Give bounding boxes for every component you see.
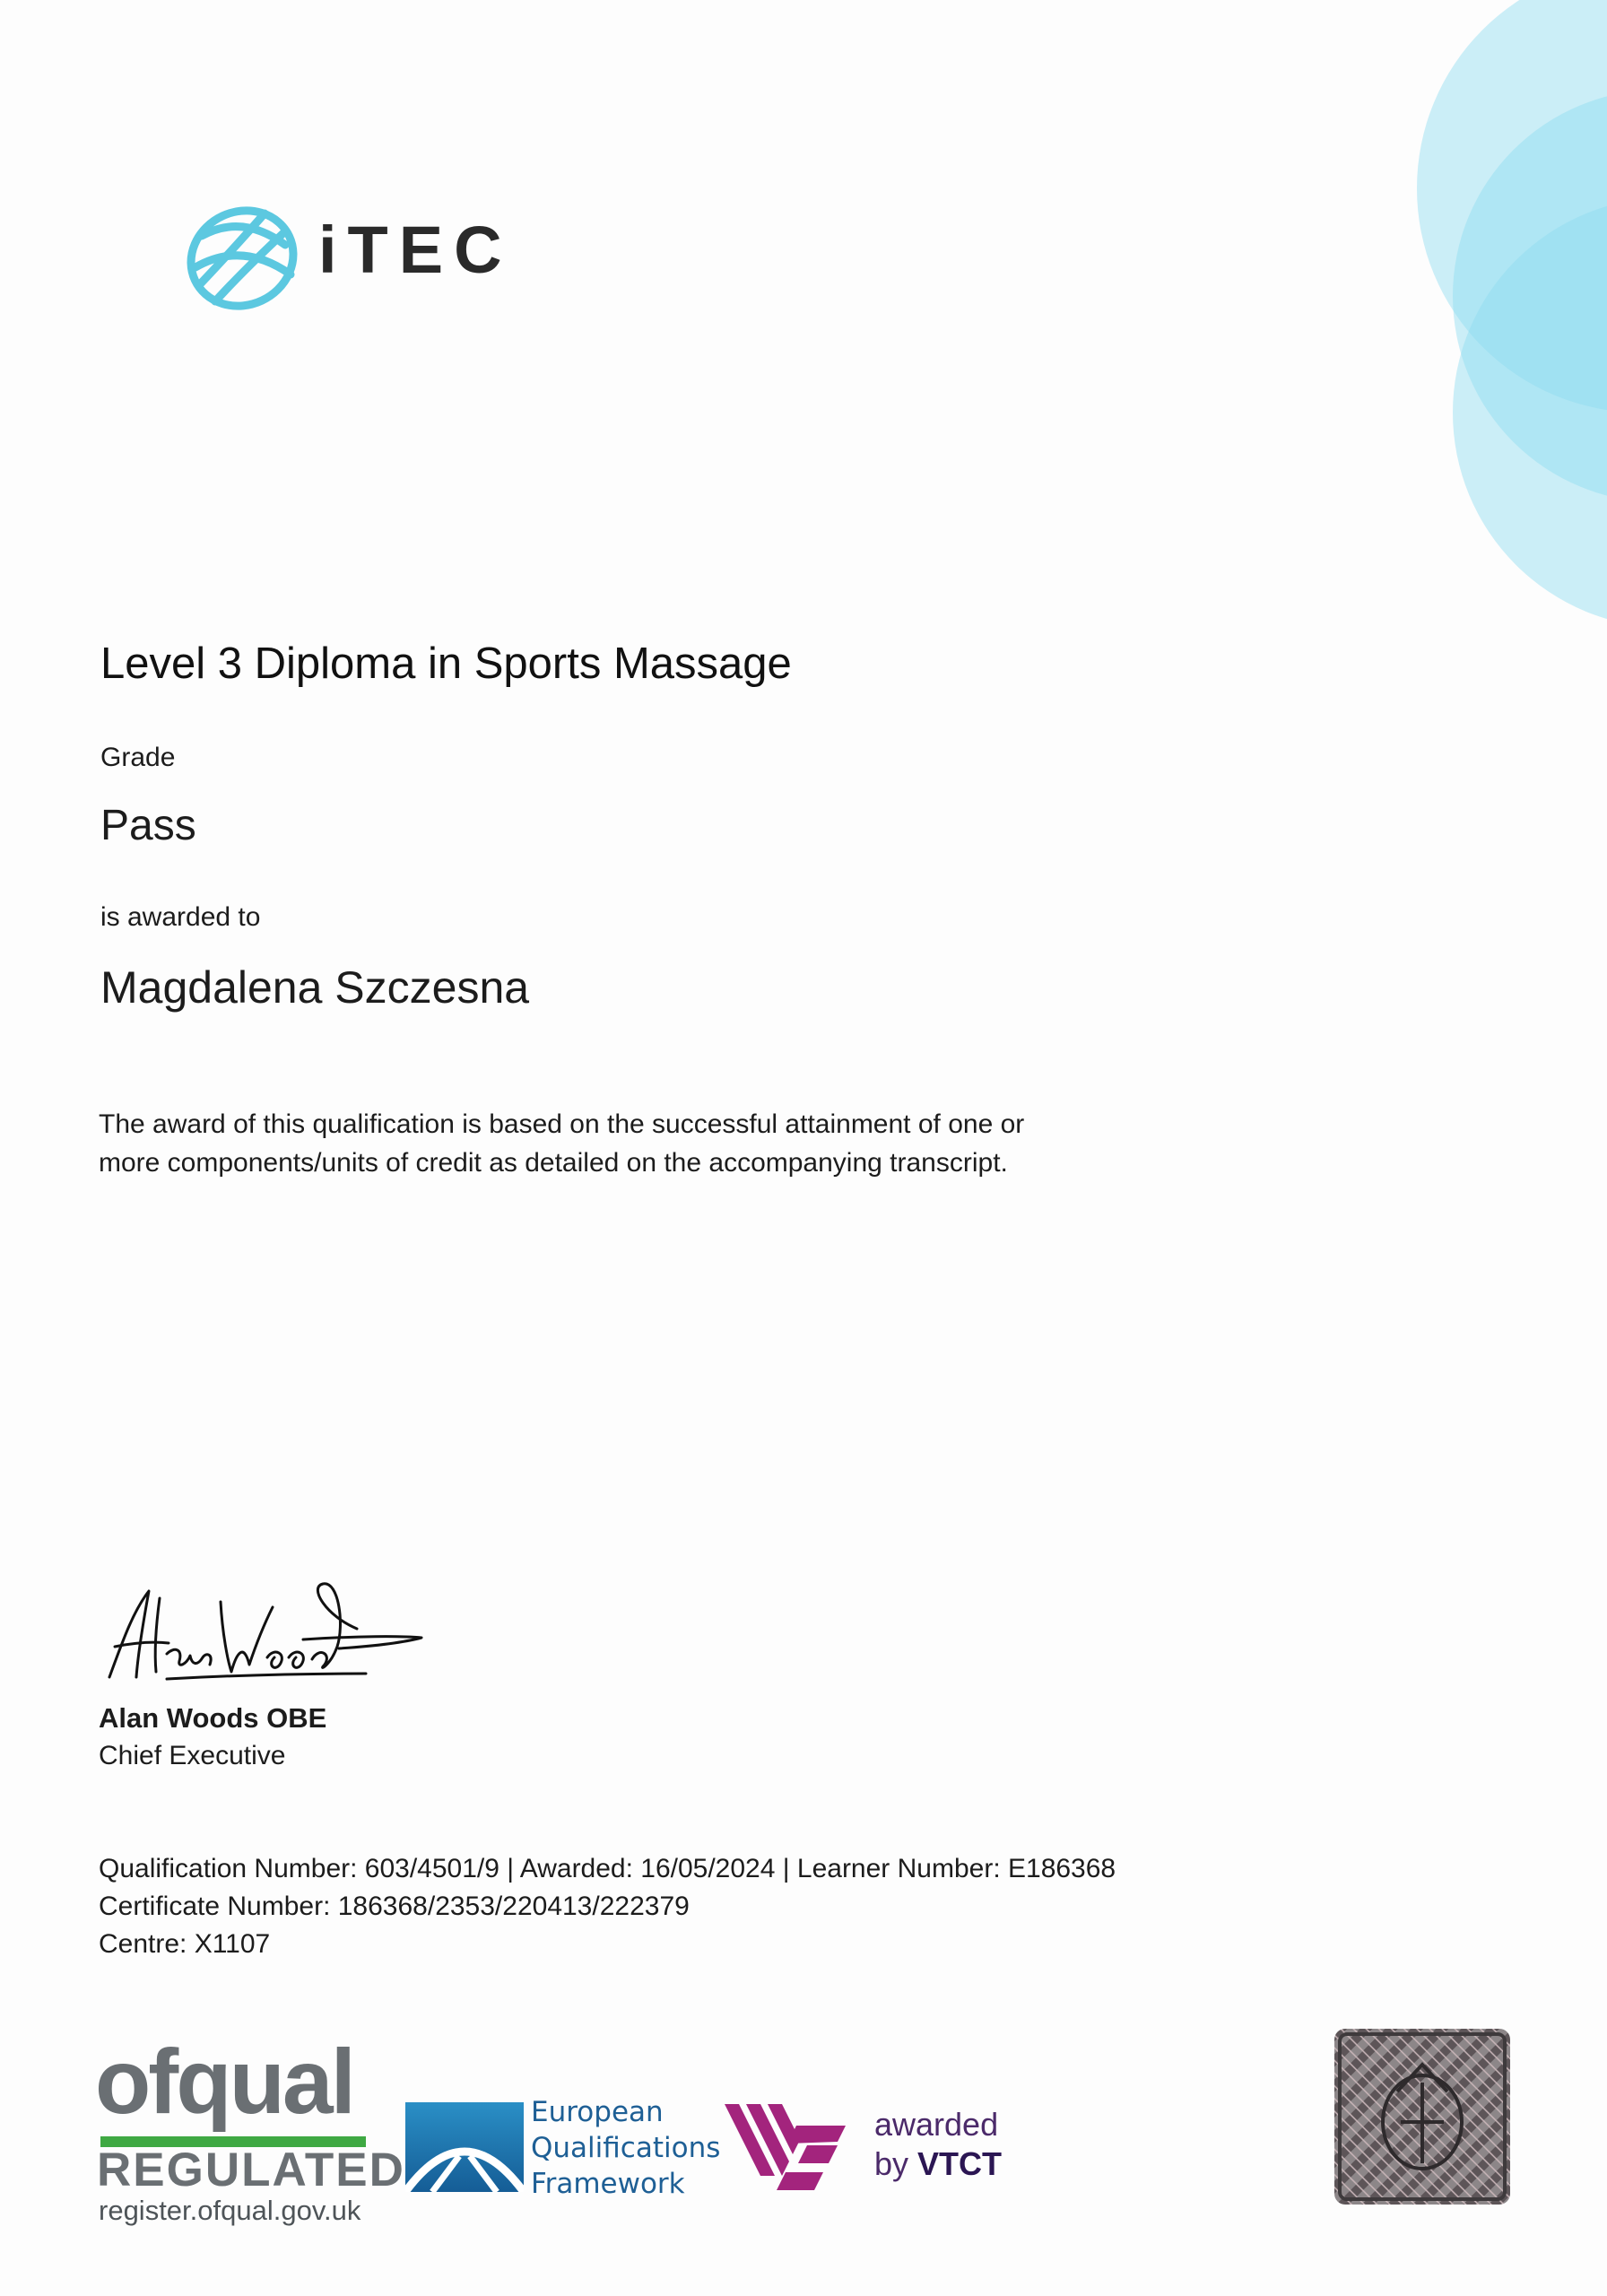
eqf-line: Qualifications: [531, 2132, 721, 2164]
recipient-name: Magdalena Szczesna: [100, 962, 530, 1013]
centre-line: Centre: X1107: [99, 1929, 271, 1959]
ofqual-register-url: register.ofqual.gov.uk: [99, 2195, 361, 2226]
eqf-text: [531, 2094, 720, 2202]
signer-role: Chief Executive: [99, 1741, 286, 1770]
eqf-line: Framework: [531, 2168, 685, 2200]
vtct-text: [874, 2105, 1002, 2184]
grade-value: Pass: [100, 802, 196, 849]
statement-line: more components/units of credit as detailed on the accompanying transcript.: [99, 1148, 1008, 1178]
statement-line: The award of this qualification is based on the successful attainment of one or: [99, 1109, 1025, 1139]
itec-globe-icon: [179, 196, 305, 321]
awarded-to-label: is awarded to: [100, 902, 261, 932]
vtct-by: by: [874, 2145, 909, 2182]
itec-wordmark: iTEC: [318, 213, 513, 287]
qualification-title: Level 3 Diploma in Sports Massage: [100, 639, 792, 688]
security-hologram: [1334, 2029, 1510, 2205]
qualification-number-line: Qualification Number: 603/4501/9 | Awarded: 16/05/2024 | Learner Number: E186368: [99, 1854, 1116, 1883]
signature: [97, 1571, 429, 1688]
ofqual-regulated-label: REGULATED: [97, 2144, 405, 2196]
vtct-awarded: awarded: [874, 2106, 999, 2143]
vtct-chevron-icon: [725, 2095, 846, 2194]
eqf-bridge-icon: [405, 2102, 524, 2192]
signer-name: Alan Woods OBE: [99, 1702, 327, 1734]
vtct-by-line: [874, 2144, 1002, 2184]
eqf-line: European: [531, 2096, 664, 2128]
certificate-details: [99, 1850, 1116, 1963]
vtct-name: VTCT: [917, 2145, 1003, 2182]
award-statement: [99, 1105, 1130, 1182]
certificate-number-line: Certificate Number: 186368/2353/220413/222379: [99, 1892, 690, 1921]
grade-label: Grade: [100, 743, 176, 772]
decorative-circles: [1399, 0, 1607, 646]
ofqual-wordmark: ofqual: [95, 2031, 353, 2133]
